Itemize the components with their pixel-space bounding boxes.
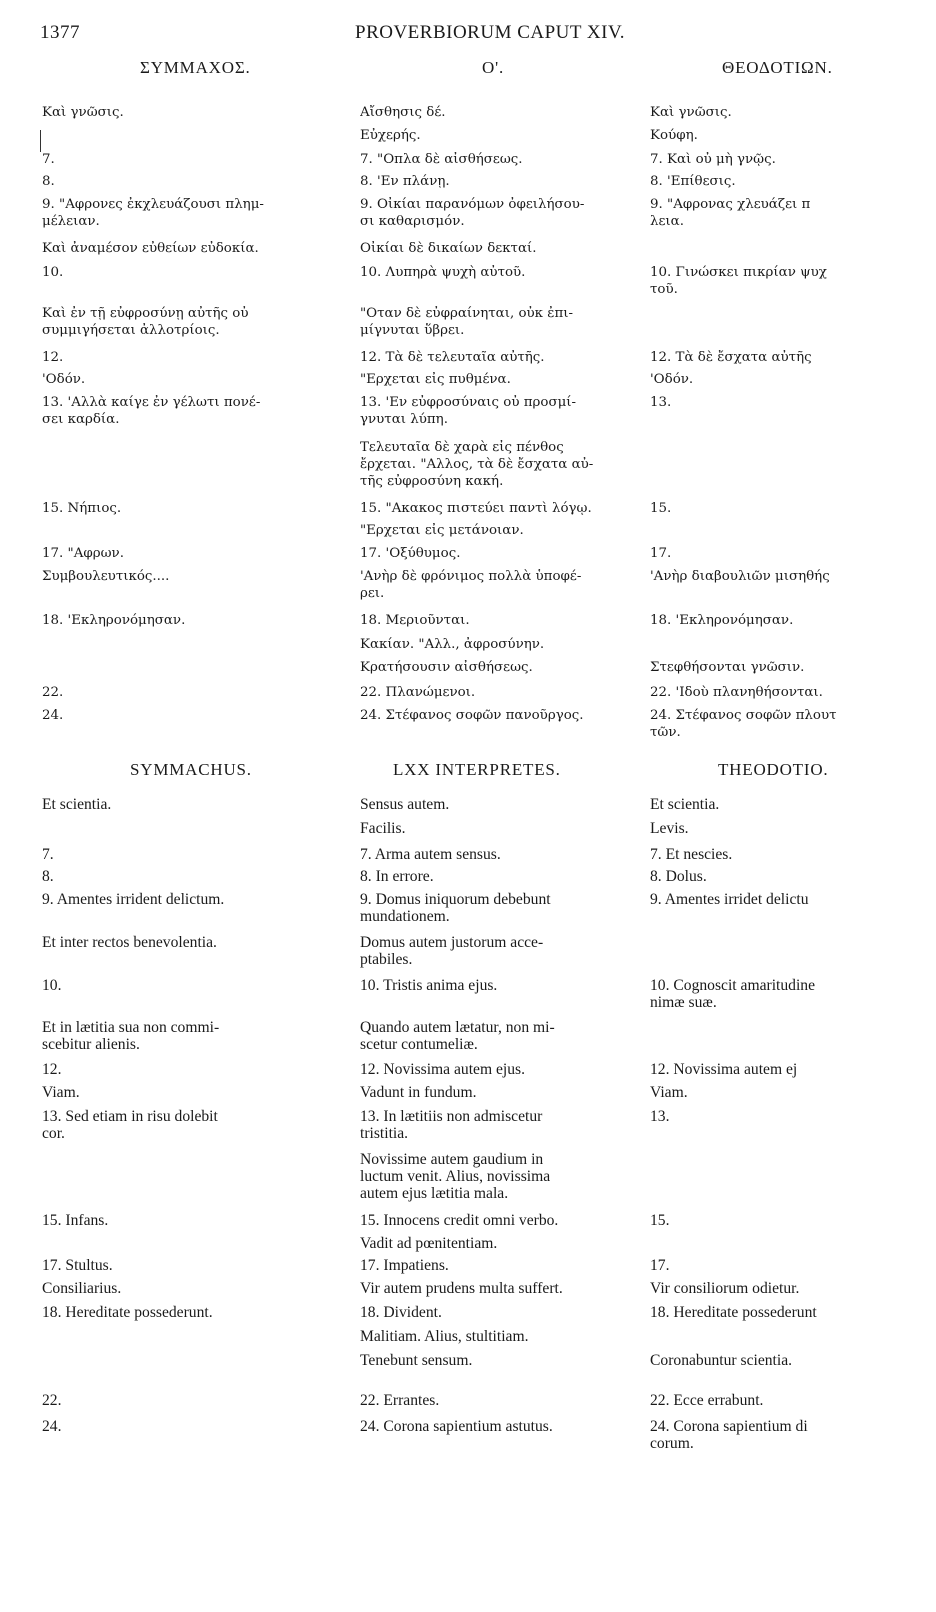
verse-entry: Vadit ad pœnitentiam. xyxy=(360,1235,498,1252)
page-title: PROVERBIORUM CAPUT XIV. xyxy=(355,22,625,43)
verse-entry: 15. Infans. xyxy=(42,1212,109,1229)
verse-entry: Εὐχερής. xyxy=(360,128,421,143)
verse-entry: 'Ανὴρ διαβουλιῶν μισηθής xyxy=(650,569,830,584)
verse-entry: 13. Sed etiam in risu dolebit cor. xyxy=(42,1108,218,1142)
column-heading-symmachus: ΣΥΜΜΑΧΟΣ. xyxy=(140,58,251,77)
verse-entry: 18. 'Εκληρονόμησαν. xyxy=(650,613,794,628)
verse-entry: Coronabuntur scientia. xyxy=(650,1352,793,1369)
verse-entry: 10. xyxy=(42,265,64,280)
verse-entry: "Ερχεται εἰς πυθμένα. xyxy=(360,372,511,387)
verse-entry: Et in lætitia sua non commi- scebitur alienis. xyxy=(42,1019,220,1053)
verse-entry: Συμβουλευτικός.... xyxy=(42,569,170,584)
verse-entry: Tenebunt sensum. xyxy=(360,1352,473,1369)
verse-entry: 17. xyxy=(650,546,672,561)
verse-entry: Levis. xyxy=(650,820,689,837)
verse-entry: 15. xyxy=(650,1212,670,1229)
verse-entry: Novissime autem gaudium in luctum venit. Alius, novissima autem ejus lætitia mala. xyxy=(360,1151,551,1202)
verse-entry: 7. xyxy=(42,152,55,167)
column-heading-theodotion: ΘΕΟΔΟΤΙΩΝ. xyxy=(722,58,833,77)
verse-entry: 10. Λυπηρὰ ψυχὴ αὐτοῦ. xyxy=(360,265,526,280)
verse-entry: 24. Στέφανος σοφῶν πανοῦργος. xyxy=(360,708,584,723)
verse-entry: 13. In lætitiis non admiscetur tristitia. xyxy=(360,1108,543,1142)
verse-entry: 22. xyxy=(42,1392,62,1409)
verse-entry: 17. Impatiens. xyxy=(360,1257,449,1274)
verse-entry: 9. Domus iniquorum debebunt mundationem. xyxy=(360,891,551,925)
verse-entry: Καὶ ἐν τῇ εὐφροσύνῃ αὐτῆς οὐ συμμιγήσεται ἀλλοτρίοις. xyxy=(42,306,249,338)
verse-entry: 13. xyxy=(650,1108,670,1125)
verse-entry: 22. Ecce errabunt. xyxy=(650,1392,764,1409)
verse-entry: Καὶ γνῶσις. xyxy=(42,105,124,120)
verse-entry: 18. Divident. xyxy=(360,1304,442,1321)
verse-entry: 10. xyxy=(42,977,62,994)
verse-entry: Αἴσθησις δέ. xyxy=(360,105,446,120)
column-heading-theodotion-latin: THEODOTIO. xyxy=(718,760,829,779)
verse-entry: 15. xyxy=(650,501,672,516)
verse-entry: 8. In errore. xyxy=(360,868,434,885)
verse-entry: 13. 'Εν εὐφροσύναις οὐ προσμί- γνυται λύπη. xyxy=(360,395,577,427)
verse-entry: Malitiam. Alius, stultitiam. xyxy=(360,1328,529,1345)
column-heading-symmachus-latin: SYMMACHUS. xyxy=(130,760,252,779)
verse-entry: 17. "Αφρων. xyxy=(42,546,124,561)
verse-entry: 8. Dolus. xyxy=(650,868,707,885)
verse-entry: 12. xyxy=(42,350,64,365)
verse-entry: 10. Γινώσκει πικρίαν ψυχ τοῦ. xyxy=(650,265,827,297)
verse-entry: Καὶ γνῶσις. xyxy=(650,105,732,120)
verse-entry: Quando autem lætatur, non mi- scetur contumeliæ. xyxy=(360,1019,555,1053)
verse-entry: 12. Novissima autem ejus. xyxy=(360,1061,526,1078)
column-heading-septuagint-latin: LXX INTERPRETES. xyxy=(393,760,561,779)
verse-entry: 13. 'Αλλὰ καίγε ἐν γέλωτι πονέ- σει καρδία. xyxy=(42,395,261,427)
verse-entry: Consiliarius. xyxy=(42,1280,122,1297)
verse-entry: 18. Hereditate possederunt xyxy=(650,1304,817,1321)
verse-entry: 12. Novissima autem ej xyxy=(650,1061,798,1078)
verse-entry: 15. Νήπιος. xyxy=(42,501,122,516)
verse-entry: 12. xyxy=(42,1061,62,1078)
verse-entry: Vir autem prudens multa suffert. xyxy=(360,1280,563,1297)
verse-entry: Καὶ ἀναμέσον εὐθείων εὐδοκία. xyxy=(42,241,259,256)
verse-entry: 15. "Ακακος πιστεύει παντὶ λόγῳ. xyxy=(360,501,592,516)
column-heading-septuagint: Ο'. xyxy=(482,58,504,77)
verse-entry: 24. Corona sapientium astutus. xyxy=(360,1418,553,1435)
verse-entry: Τελευταῖα δὲ χαρὰ εἰς πένθος ἔρχεται. "Αλλος, τὰ δὲ ἔσχατα αὐ- τῆς εὐφροσύνη κακή. xyxy=(360,440,594,489)
page-number: 1377 xyxy=(40,22,80,43)
verse-entry: 'Οδόν. xyxy=(42,372,86,387)
verse-entry: 9. Amentes irridet delictu xyxy=(650,891,809,908)
verse-entry: 9. "Αφρονας χλευάζει π λεια. xyxy=(650,197,811,229)
verse-entry: 18. 'Εκληρονόμησαν. xyxy=(42,613,186,628)
verse-entry: "Ερχεται εἰς μετάνοιαν. xyxy=(360,523,524,538)
verse-entry: Οἰκίαι δὲ δικαίων δεκταί. xyxy=(360,241,537,256)
verse-entry: Et scientia. xyxy=(42,796,112,813)
verse-entry: 17. 'Οξύθυμος. xyxy=(360,546,461,561)
verse-entry: 17. Stultus. xyxy=(42,1257,113,1274)
verse-entry: Στεφθήσονται γνῶσιν. xyxy=(650,660,805,675)
verse-entry: 24. Corona sapientium di corum. xyxy=(650,1418,808,1452)
verse-entry: Et inter rectos benevolentia. xyxy=(42,934,217,951)
verse-entry: Κούφη. xyxy=(650,128,698,143)
verse-entry: 8. xyxy=(42,868,54,885)
verse-entry: Sensus autem. xyxy=(360,796,450,813)
verse-entry: 9. Οἰκίαι παρανόμων ὀφειλήσου- σι καθαρισμόν. xyxy=(360,197,585,229)
verse-entry: 7. Arma autem sensus. xyxy=(360,846,501,863)
verse-entry: 'Ανὴρ δὲ φρόνιμος πολλὰ ὑποφέ- ρει. xyxy=(360,569,582,601)
verse-entry: 9. "Αφρονες ἐκχλευάζουσι πλημ- μέλειαν. xyxy=(42,197,264,229)
verse-entry: 24. xyxy=(42,1418,62,1435)
verse-entry: Facilis. xyxy=(360,820,406,837)
verse-entry: 22. xyxy=(42,685,64,700)
verse-entry: Domus autem justorum acce- ptabiles. xyxy=(360,934,544,968)
verse-entry: Κρατήσουσιν αἰσθήσεως. xyxy=(360,660,533,675)
verse-entry: 12. Τὰ δὲ ἔσχατα αὐτῆς xyxy=(650,350,812,365)
verse-entry: 7. xyxy=(42,846,54,863)
verse-entry: 18. Hereditate possederunt. xyxy=(42,1304,213,1321)
verse-entry: 22. Errantes. xyxy=(360,1392,440,1409)
verse-entry: 10. Tristis anima ejus. xyxy=(360,977,498,994)
verse-entry: Viam. xyxy=(650,1084,688,1101)
verse-entry: 12. Τὰ δὲ τελευταῖα αὐτῆς. xyxy=(360,350,545,365)
verse-entry: Vadunt in fundum. xyxy=(360,1084,477,1101)
verse-entry: 7. Et nescies. xyxy=(650,846,733,863)
verse-entry: 13. xyxy=(650,395,672,410)
verse-entry: 7. "Οπλα δὲ αἰσθήσεως. xyxy=(360,152,523,167)
verse-entry: 'Οδόν. xyxy=(650,372,694,387)
verse-entry: 24. Στέφανος σοφῶν πλουτ τῶν. xyxy=(650,708,837,740)
verse-entry: 8. 'Επίθεσις. xyxy=(650,174,736,189)
verse-entry: "Οταν δὲ εὐφραίνηται, οὐκ ἐπι- μίγνυται ὕβρει. xyxy=(360,306,574,338)
verse-entry: Viam. xyxy=(42,1084,80,1101)
verse-entry: 8. xyxy=(42,174,55,189)
verse-entry: Vir consiliorum odietur. xyxy=(650,1280,800,1297)
verse-entry: 8. 'Εν πλάνῃ. xyxy=(360,174,450,189)
verse-entry: 9. Amentes irrident delictum. xyxy=(42,891,225,908)
verse-entry: Et scientia. xyxy=(650,796,720,813)
verse-entry: 18. Μεριοῦνται. xyxy=(360,613,470,628)
verse-entry: 24. xyxy=(42,708,64,723)
verse-entry: 10. Cognoscit amaritudine nimæ suæ. xyxy=(650,977,816,1011)
verse-entry: 22. Πλανώμενοι. xyxy=(360,685,476,700)
verse-entry: 22. 'Ιδοὺ πλανηθήσονται. xyxy=(650,685,823,700)
verse-entry: 17. xyxy=(650,1257,670,1274)
verse-entry: 15. Innocens credit omni verbo. xyxy=(360,1212,559,1229)
verse-entry: Κακίαν. "Αλλ., ἀφροσύνην. xyxy=(360,637,545,652)
verse-entry: 7. Καὶ οὐ μὴ γνῷς. xyxy=(650,152,776,167)
